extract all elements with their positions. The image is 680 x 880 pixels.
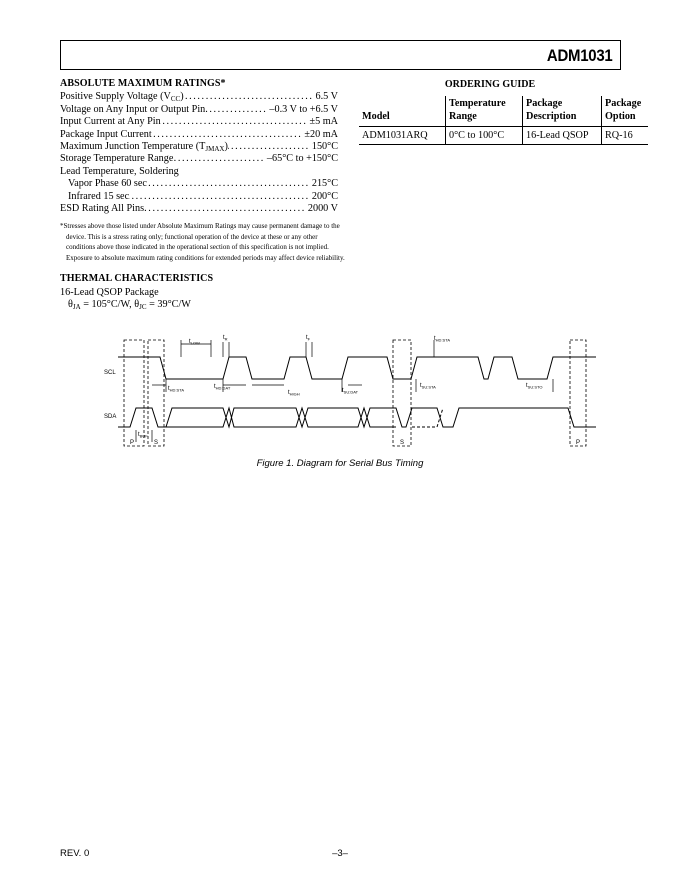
list-item: [60, 166, 338, 178]
col-temp-range: Temperature Range: [446, 96, 523, 127]
rating-value: –0.3 V to +6.5 V: [269, 103, 338, 115]
rating-label: Vapor Phase 60 sec: [68, 178, 147, 190]
label-t-low: $t_{LOW}$: [189, 339, 200, 346]
cell-package-option: RQ-16: [602, 127, 649, 145]
label-t-r: $t_R$: [223, 335, 228, 342]
leader-dots: [129, 191, 312, 203]
rating-value: 6.5 V: [315, 91, 338, 103]
rating-label: Package Input Current: [60, 128, 152, 140]
rating-value: 200°C: [311, 190, 338, 202]
label-t-hd-dat: $t_{HD:DAT}$: [214, 384, 231, 391]
sda-label: SDA: [104, 414, 117, 420]
cell-package-desc: 16-Lead QSOP: [523, 127, 602, 145]
rating-label: Infrared 15 sec: [68, 190, 130, 202]
rating-value: ±5 mA: [309, 116, 338, 128]
rating-label: Input Current at Any Pin: [60, 116, 161, 128]
table-row: [359, 127, 648, 145]
leader-dots: [152, 129, 305, 141]
sda-waveform-low: [166, 408, 396, 427]
figure-caption: Figure 1. Diagram for Serial Bus Timing: [256, 458, 424, 469]
label-t-su-sto: $t_{SU:STO}$: [526, 383, 543, 390]
boundary-p1: [124, 340, 144, 446]
label-t-su-sta: $t_{SU:STA}$: [420, 383, 436, 390]
thermal-package: 16-Lead QSOP Package: [60, 286, 159, 298]
thermal-title: THERMAL CHARACTERISTICS: [60, 273, 214, 285]
rating-label: Lead Temperature, Soldering: [60, 165, 179, 177]
scl-waveform: [118, 357, 596, 379]
cell-model: ADM1031ARQ: [359, 127, 446, 145]
leader-dots: [205, 104, 269, 116]
col-package-option: Package Option: [602, 96, 649, 127]
part-number: ADM1031: [546, 46, 612, 65]
ordering-header-row: [359, 96, 648, 127]
abs-max-title: ABSOLUTE MAXIMUM RATINGS*: [60, 78, 226, 89]
ordering-guide-title: ORDERING GUIDE: [444, 79, 536, 90]
list-item: [60, 178, 338, 190]
cell-temp-range: 0°C to 100°C: [446, 127, 523, 145]
bus-condition-markers: [130, 440, 580, 446]
list-item: [60, 203, 338, 215]
leader-dots: [228, 141, 312, 153]
rating-label: Voltage on Any Input or Output Pin: [60, 103, 206, 115]
boundary-s2: [393, 340, 411, 446]
thermal-section: [60, 273, 338, 311]
list-item: [60, 191, 338, 203]
col-package-desc: Package Description: [523, 96, 602, 127]
marker-s1: S: [153, 440, 159, 446]
leader-dots: [161, 116, 310, 128]
rating-value: ±20 mA: [304, 128, 338, 140]
label-t-high: $t_{HIGH}$: [288, 390, 300, 397]
rating-label: Storage Temperature Range: [60, 153, 174, 165]
leader-dots: [144, 203, 308, 215]
left-column: [60, 78, 345, 311]
abs-max-footnote: *Stresses above those listed under Absolute Maximum Ratings may cause permanent damage to the device. This is a stress rating only; functional operation of the device at these or any other conditions above those indicated in the operational section of this specification is not implied. Exposure to absolute maximum rating conditions for extended periods may affect device reliability.: [60, 222, 345, 262]
ordering-guide-table: [359, 96, 648, 145]
label-t-buf: $t_{BUF}$: [138, 432, 148, 439]
rating-value: 215°C: [311, 178, 338, 190]
footer-page-number: –3–: [332, 848, 348, 859]
rating-label: Maximum Junction Temperature $(T_{JMAX})$: [60, 141, 228, 154]
boundary-p2: [570, 340, 586, 446]
rating-value: –65°C to +150°C: [266, 153, 338, 165]
boundary-s1: [148, 340, 164, 446]
marker-s2: S: [399, 440, 405, 446]
rating-label: Positive Supply Voltage $(V_{CC})$: [60, 91, 184, 104]
list-item: [60, 91, 338, 103]
sda-waveform-high: [118, 408, 596, 427]
rating-value: 2000 V: [307, 203, 338, 215]
label-t-hd-sta-top: $t_{HD:STA}$: [434, 336, 451, 343]
list-item: [60, 116, 338, 128]
marker-p1: P: [129, 440, 135, 446]
list-item: [60, 153, 338, 165]
label-t-su-dat: $t_{SU:DAT}$: [342, 388, 359, 395]
list-item: [60, 141, 338, 153]
marker-p2: P: [575, 440, 581, 446]
list-item: [60, 104, 338, 116]
rating-label: ESD Rating All Pins: [60, 203, 145, 215]
rating-value: 150°C: [311, 141, 338, 153]
list-item: [60, 129, 338, 141]
footer-revision: REV. 0: [60, 848, 90, 859]
abs-max-list: [60, 91, 338, 215]
col-model: Model: [359, 96, 446, 127]
thermal-theta: $\theta_{JA} = 105^\circ C/W$, $\theta_{JC} = 39^\circ C/W$: [68, 298, 191, 311]
label-t-f: $t_F$: [306, 335, 311, 342]
leader-dots: [184, 91, 316, 103]
header-box: [60, 40, 621, 70]
timing-labels: [138, 335, 543, 439]
leader-dots: [147, 178, 312, 190]
label-t-hd-sta: $t_{HD:STA}$: [168, 386, 185, 393]
leader-dots: [173, 153, 267, 165]
serial-bus-timing-diagram: [96, 330, 606, 452]
scl-label: SCL: [104, 370, 116, 376]
